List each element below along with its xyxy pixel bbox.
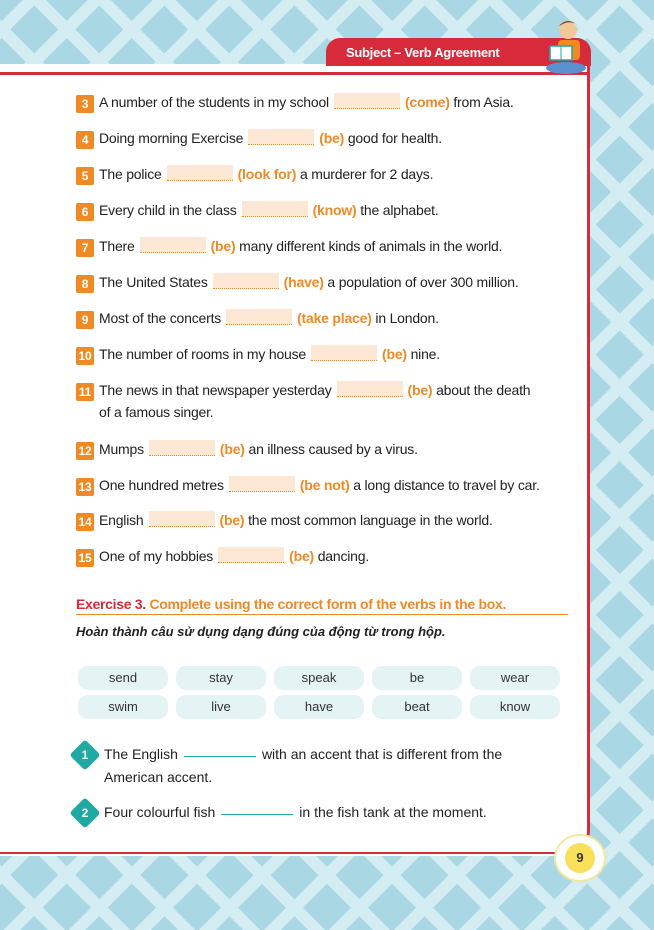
word-box-item: stay — [176, 666, 266, 690]
item-number: 9 — [76, 311, 94, 329]
list-item: 7 There (be) many different kinds of animals in the world. — [76, 235, 502, 257]
question-number: 2 — [69, 797, 100, 828]
answer-line[interactable] — [221, 814, 293, 815]
answer-blank[interactable] — [248, 129, 314, 145]
page-number-badge — [554, 834, 606, 882]
answer-blank[interactable] — [311, 345, 377, 361]
list-item: 12 Mumps (be) an illness caused by a virus. — [76, 438, 418, 460]
word-box-item: beat — [372, 695, 462, 719]
answer-blank[interactable] — [226, 309, 292, 325]
item-number: 10 — [76, 347, 94, 365]
top-rule — [0, 72, 590, 75]
exercise-title: Exercise 3. Complete using the correct form of the verbs in the box. — [76, 596, 568, 615]
list-item: 8 The United States (have) a population of over 300 million. — [76, 271, 519, 293]
list-item: 14 English (be) the most common language in the world. — [76, 509, 493, 531]
item-number: 6 — [76, 203, 94, 221]
answer-blank[interactable] — [218, 547, 284, 563]
list-item: 11 The news in that newspaper yesterday (be) about the death — [76, 379, 530, 401]
answer-line[interactable] — [184, 756, 256, 757]
item-number: 8 — [76, 275, 94, 293]
page-number: 9 — [565, 843, 595, 873]
item-number: 12 — [76, 442, 94, 460]
answer-blank[interactable] — [149, 511, 215, 527]
list-item: 13 One hundred metres (be not) a long distance to travel by car. — [76, 474, 540, 496]
list-item: 6 Every child in the class (know) the alphabet. — [76, 199, 439, 221]
word-box-item: swim — [78, 695, 168, 719]
answer-blank[interactable] — [242, 201, 308, 217]
item-number: 11 — [76, 383, 94, 401]
list-item: 3 A number of the students in my school (come) from Asia. — [76, 91, 514, 113]
student-reading-icon — [540, 16, 590, 76]
item-number: 7 — [76, 239, 94, 257]
item-number: 13 — [76, 478, 94, 496]
answer-blank[interactable] — [334, 93, 400, 109]
question-continuation: American accent. — [104, 769, 213, 785]
list-item: 4 Doing morning Exercise (be) good for health. — [76, 127, 442, 149]
list-item: 15 One of my hobbies (be) dancing. — [76, 545, 369, 567]
exercise-translation: Hoàn thành câu sử dụng dạng đúng của động từ trong hộp. — [76, 624, 446, 639]
word-box-item: have — [274, 695, 364, 719]
word-box-item: live — [176, 695, 266, 719]
question-number: 1 — [69, 739, 100, 770]
item-number: 15 — [76, 549, 94, 567]
word-box-item: wear — [470, 666, 560, 690]
answer-blank[interactable] — [229, 476, 295, 492]
word-box-item: know — [470, 695, 560, 719]
item-number: 3 — [76, 95, 94, 113]
answer-blank[interactable] — [213, 273, 279, 289]
item-number: 14 — [76, 513, 94, 531]
item-number: 5 — [76, 167, 94, 185]
answer-blank[interactable] — [167, 165, 233, 181]
word-box-item: send — [78, 666, 168, 690]
question: The English with an accent that is different from the — [104, 746, 503, 762]
word-box-item: be — [372, 666, 462, 690]
section-title: Subject – Verb Agreement — [346, 44, 500, 60]
list-item-continuation: of a famous singer. — [99, 404, 214, 420]
answer-blank[interactable] — [149, 440, 215, 456]
question: Four colourful fish in the fish tank at the moment. — [104, 804, 487, 820]
list-item: 9 Most of the concerts (take place) in London. — [76, 307, 439, 329]
bottom-rule — [0, 852, 560, 854]
list-item: 10 The number of rooms in my house (be) nine. — [76, 343, 440, 365]
answer-blank[interactable] — [337, 381, 403, 397]
list-item: 5 The police (look for) a murderer for 2 days. — [76, 163, 433, 185]
word-box-item: speak — [274, 666, 364, 690]
item-number: 4 — [76, 131, 94, 149]
answer-blank[interactable] — [140, 237, 206, 253]
